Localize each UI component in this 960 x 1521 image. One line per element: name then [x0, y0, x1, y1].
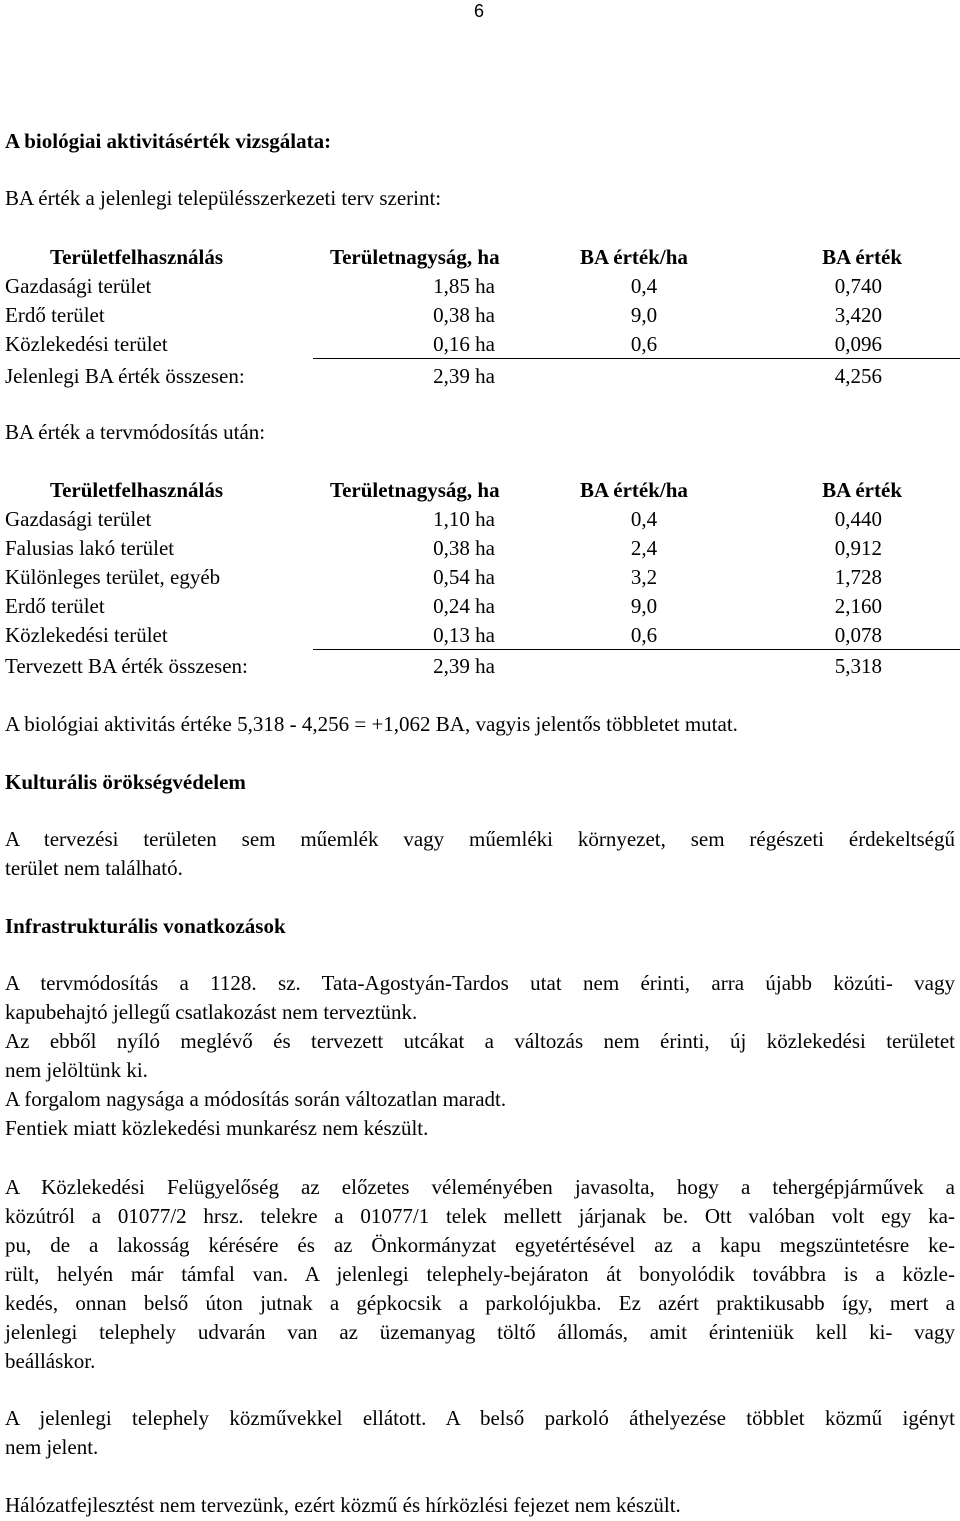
- land-use-cell: Erdő terület: [5, 594, 105, 618]
- table-row: [0, 621, 960, 650]
- paragraph-line: nem jelöltünk ki.: [5, 1058, 148, 1082]
- table-row: [0, 505, 960, 534]
- table1-total-row: [0, 362, 960, 391]
- paragraph-line: A Közlekedési Felügyelőség az előzetes véleményében javasolta, hogy a tehergépjárművek a: [5, 1175, 955, 1199]
- area-cell: 0,38 ha: [433, 536, 495, 560]
- column-header-ba-value: BA érték: [822, 478, 902, 502]
- ba-value-cell: 0,740: [834, 274, 882, 298]
- table-row: [0, 592, 960, 621]
- ba-value-cell: 0,078: [834, 623, 882, 647]
- land-use-cell: Gazdasági terület: [5, 274, 152, 298]
- table1-header-row: [0, 243, 960, 272]
- total-label: Tervezett BA érték összesen:: [5, 654, 248, 678]
- area-cell: 1,85 ha: [433, 274, 495, 298]
- paragraph-line: kapubehajtó jellegű csatlakozást nem terveztünk.: [5, 1000, 418, 1024]
- ba-conclusion: A biológiai aktivitás értéke 5,318 - 4,256 = +1,062 BA, vagyis jelentős többletet mutat.: [5, 712, 738, 736]
- paragraph-line: A tervmódosítás a 1128. sz. Tata-Agostyán-Tardos utat nem érinti, arra újabb közúti- vagy: [5, 971, 955, 995]
- infrastructure-paragraph-7: Hálózatfejlesztést nem tervezünk, ezért közmű és hírközlési fejezet nem készült.: [5, 1493, 681, 1517]
- paragraph-line: pu, de a lakosság kérésére és az Önkormányzat egyetértésével az a kapu megszüntetésre ke-: [5, 1233, 955, 1257]
- area-cell: 0,16 ha: [433, 332, 495, 356]
- paragraph-line: közútról a 01077/2 hrsz. telekre a 01077/1 telek mellett járjanak be. Ott valóban volt egy ka-: [5, 1204, 955, 1228]
- column-header-land-use: Területfelhasználás: [50, 478, 224, 502]
- section-heading-cultural-heritage: Kulturális örökségvédelem: [5, 770, 246, 794]
- table2-header-row: [0, 476, 960, 505]
- ba-per-ha-cell: 2,4: [630, 536, 658, 560]
- table-row: [0, 301, 960, 330]
- infrastructure-paragraph-4: Fentiek miatt közlekedési munkarész nem készült.: [5, 1116, 429, 1140]
- ba-value-cell: 0,440: [834, 507, 882, 531]
- total-ba-value: 4,256: [834, 364, 882, 388]
- ba-value-cell: 1,728: [834, 565, 882, 589]
- section-heading-infrastructure: Infrastrukturális vonatkozások: [5, 914, 286, 938]
- area-cell: 1,10 ha: [433, 507, 495, 531]
- paragraph-line: terület nem található.: [5, 856, 183, 880]
- section-heading-biological-activity: A biológiai aktivitásérték vizsgálata:: [5, 129, 332, 153]
- total-ba-value: 5,318: [834, 654, 882, 678]
- table-row: [0, 563, 960, 592]
- table-row: [0, 272, 960, 301]
- column-header-ba-per-ha: BA érték/ha: [580, 245, 688, 269]
- paragraph-line: beálláskor.: [5, 1349, 96, 1373]
- land-use-cell: Közlekedési terület: [5, 332, 168, 356]
- ba-per-ha-cell: 0,4: [630, 507, 658, 531]
- paragraph-line: rült, helyén már támfal van. A jelenlegi telephely-bejáraton át bonyolódik továbbra is a közle-: [5, 1262, 955, 1286]
- ba-per-ha-cell: 0,6: [630, 623, 658, 647]
- paragraph-line: A tervezési területen sem műemlék vagy műemléki környezet, sem régészeti érdekeltségű: [5, 827, 955, 851]
- total-label: Jelenlegi BA érték összesen:: [5, 364, 245, 388]
- paragraph-line: kedés, onnan belső úton jutnak a gépkocsik a parkolójukba. Ez azért praktikusabb így, mert a: [5, 1291, 955, 1315]
- ba-value-cell: 0,096: [834, 332, 882, 356]
- land-use-cell: Közlekedési terület: [5, 623, 168, 647]
- ba-per-ha-cell: 9,0: [630, 594, 658, 618]
- cultural-heritage-paragraph: [5, 825, 955, 883]
- total-area: 2,39 ha: [433, 364, 495, 388]
- ba-per-ha-cell: 0,4: [630, 274, 658, 298]
- column-header-ba-value: BA érték: [822, 245, 902, 269]
- column-header-area: Területnagyság, ha: [330, 478, 500, 502]
- column-header-ba-per-ha: BA érték/ha: [580, 478, 688, 502]
- land-use-cell: Különleges terület, egyéb: [5, 565, 221, 589]
- land-use-cell: Erdő terület: [5, 303, 105, 327]
- infrastructure-paragraph-3: A forgalom nagysága a módosítás során változatlan maradt.: [5, 1087, 507, 1111]
- table1-total-rule: [313, 358, 960, 359]
- table2-total-rule: [313, 649, 960, 650]
- table2-total-row: [0, 652, 960, 681]
- ba-value-cell: 2,160: [834, 594, 882, 618]
- land-use-cell: Falusias lakó terület: [5, 536, 175, 560]
- page-number: 6: [474, 1, 485, 21]
- infrastructure-paragraph-2: [5, 1027, 955, 1085]
- table1-caption: BA érték a jelenlegi településszerkezeti terv szerint:: [5, 186, 442, 210]
- infrastructure-paragraph-6: [5, 1404, 955, 1462]
- column-header-land-use: Területfelhasználás: [50, 245, 224, 269]
- area-cell: 0,38 ha: [433, 303, 495, 327]
- infrastructure-paragraph-1: [5, 969, 955, 1027]
- ba-value-cell: 3,420: [834, 303, 882, 327]
- ba-per-ha-cell: 0,6: [630, 332, 658, 356]
- ba-per-ha-cell: 3,2: [630, 565, 658, 589]
- ba-value-cell: 0,912: [834, 536, 882, 560]
- column-header-area: Területnagyság, ha: [330, 245, 500, 269]
- land-use-cell: Gazdasági terület: [5, 507, 152, 531]
- paragraph-line: jelenlegi telephely udvarán van az üzemanyag töltő állomás, amit érinteniük kell ki- vagy: [5, 1320, 955, 1344]
- area-cell: 0,24 ha: [433, 594, 495, 618]
- paragraph-line: nem jelent.: [5, 1435, 99, 1459]
- table-row: [0, 330, 960, 359]
- ba-per-ha-cell: 9,0: [630, 303, 658, 327]
- paragraph-line: Az ebből nyíló meglévő és tervezett utcákat a változás nem érinti, új közlekedési területet: [5, 1029, 955, 1053]
- total-area: 2,39 ha: [433, 654, 495, 678]
- infrastructure-paragraph-5: [5, 1173, 955, 1376]
- area-cell: 0,13 ha: [433, 623, 495, 647]
- table-row: [0, 534, 960, 563]
- area-cell: 0,54 ha: [433, 565, 495, 589]
- paragraph-line: A jelenlegi telephely közművekkel ellátott. A belső parkoló áthelyezése többlet közmű igényt: [5, 1406, 955, 1430]
- table2-caption: BA érték a tervmódosítás után:: [5, 420, 266, 444]
